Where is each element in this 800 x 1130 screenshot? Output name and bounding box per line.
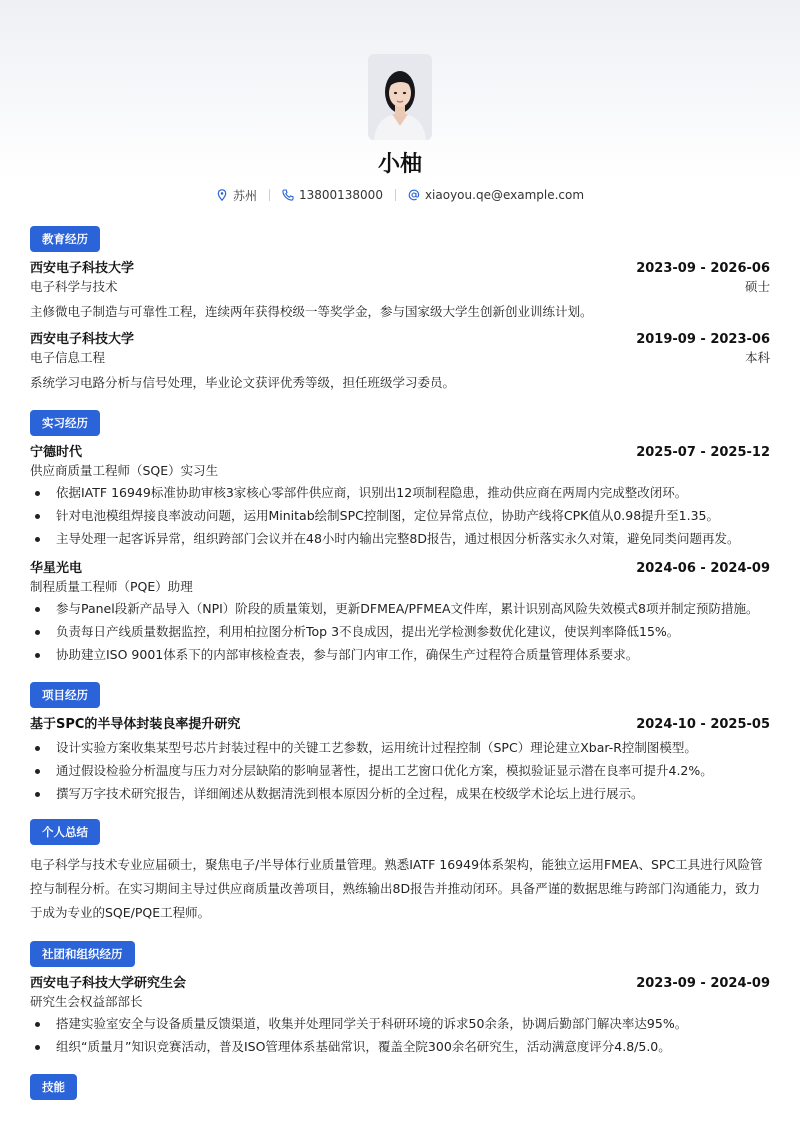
education-description: 主修微电子制造与可靠性工程，连续两年获得校级一等奖学金，参与国家级大学生创新创业训练计划。 (30, 304, 593, 319)
major: 电子科学与技术 (30, 279, 118, 294)
education-section (30, 226, 770, 392)
summary-text: 电子科学与技术专业应届硕士，聚焦电子/半导体行业质量管理。熟悉IATF 16949体系架构，能独立运用FMEA、SPC工具进行风险管控与制程分析。在实习期间主导过供应商质量改善项目，熟练输出8D报告并推动闭环。具备严谨的数据思维与跨部门沟通能力，致力于成为专业的SQE/PQE工程师。 (30, 857, 763, 920)
list-item: 组织“质量月”知识竞赛活动，普及ISO管理体系基础常识，覆盖全院300余名研究生，活动满意度评分4.8/5.0。 (30, 1038, 770, 1056)
section-title-summary: 个人总结 (30, 819, 100, 845)
list-item: 协助建立ISO 9001体系下的内部审核检查表，参与部门内审工作，确保生产过程符合质量管理体系要求。 (30, 646, 770, 664)
section-title-education: 教育经历 (30, 226, 100, 252)
date-range: 2025-07 - 2025-12 (636, 445, 770, 460)
location-icon (216, 189, 228, 201)
date-range: 2019-09 - 2023-06 (636, 332, 770, 347)
email-icon (408, 189, 420, 201)
phone-icon (282, 189, 294, 201)
list-item: 搭建实验室安全与设备质量反馈渠道，收集并处理同学关于科研环境的诉求50余条，协调后勤部门解决率达95%。 (30, 1015, 770, 1033)
organization-role: 研究生会权益部部长 (30, 994, 143, 1009)
contact-location (204, 187, 269, 204)
contact-email (396, 188, 596, 202)
school-name: 西安电子科技大学 (30, 261, 135, 276)
profile-photo (368, 54, 432, 140)
list-item: 主导处理一起客诉异常，组织跨部门会议并在48小时内输出完整8D报告，通过根因分析落实永久对策，避免同类问题再发。 (30, 530, 770, 548)
email-text[interactable]: xiaoyou.qe@example.com (424, 188, 585, 202)
contact-bar (30, 186, 770, 204)
project-name: 基于SPC的半导体封装良率提升研究 (30, 717, 241, 732)
bullet-list (30, 484, 770, 548)
school-name: 西安电子科技大学 (30, 332, 135, 347)
degree: 本科 (744, 350, 770, 365)
internship-entry (30, 444, 770, 548)
company-name: 宁德时代 (30, 445, 83, 460)
bullet-list (30, 739, 770, 803)
major: 电子信息工程 (30, 350, 106, 365)
section-title-organization: 社团和组织经历 (30, 941, 135, 967)
date-range: 2024-10 - 2025-05 (636, 717, 770, 732)
date-range: 2023-09 - 2024-09 (636, 976, 770, 991)
list-item: 参与Panel段新产品导入（NPI）阶段的质量策划，更新DFMEA/PFMEA文件库，累计识别高风险失效模式8项并制定预防措施。 (30, 600, 770, 618)
phone-text[interactable]: 13800138000 (298, 188, 383, 202)
project-entry (30, 716, 770, 803)
skills-section (30, 1074, 770, 1100)
internship-section (30, 410, 770, 664)
internship-entry (30, 560, 770, 664)
job-role: 供应商质量工程师（SQE）实习生 (30, 463, 219, 478)
date-range: 2024-06 - 2024-09 (636, 561, 770, 576)
education-entry (30, 331, 770, 392)
location-text: 苏州 (232, 188, 257, 203)
list-item: 依据IATF 16949标准协助审核3家核心零部件供应商，识别出12项制程隐患，推动供应商在两周内完成整改闭环。 (30, 484, 770, 502)
list-item: 针对电池模组焊接良率波动问题，运用Minitab绘制SPC控制图，定位异常点位，协助产线将CPK值从0.98提升至1.35。 (30, 507, 770, 525)
organization-name: 西安电子科技大学研究生会 (30, 976, 187, 991)
candidate-name: 小柚 (377, 152, 422, 177)
date-range: 2023-09 - 2026-06 (636, 261, 770, 276)
summary-section (30, 819, 770, 925)
education-entry (30, 260, 770, 321)
contact-phone (270, 188, 395, 202)
company-name: 华星光电 (30, 561, 83, 576)
degree: 硕士 (744, 279, 770, 294)
project-section (30, 682, 770, 803)
list-item: 撰写万字技术研究报告，详细阐述从数据清洗到根本原因分析的全过程，成果在校级学术论坛上进行展示。 (30, 785, 770, 803)
organization-section (30, 941, 770, 1056)
section-title-internship: 实习经历 (30, 410, 100, 436)
organization-entry (30, 975, 770, 1056)
bullet-list (30, 1015, 770, 1056)
list-item: 负责每日产线质量数据监控，利用柏拉图分析Top 3不良成因，提出光学检测参数优化建议，使误判率降低15%。 (30, 623, 770, 641)
resume-header (30, 0, 770, 204)
section-title-skills: 技能 (30, 1074, 77, 1100)
list-item: 通过假设检验分析温度与压力对分层缺陷的影响显著性，提出工艺窗口优化方案，模拟验证显示潜在良率可提升4.2%。 (30, 762, 770, 780)
education-description: 系统学习电路分析与信号处理，毕业论文获评优秀等级，担任班级学习委员。 (30, 375, 456, 390)
list-item: 设计实验方案收集某型号芯片封装过程中的关键工艺参数，运用统计过程控制（SPC）理论建立Xbar-R控制图模型。 (30, 739, 770, 757)
section-title-project: 项目经历 (30, 682, 100, 708)
bullet-list (30, 600, 770, 664)
job-role: 制程质量工程师（PQE）助理 (30, 579, 193, 594)
